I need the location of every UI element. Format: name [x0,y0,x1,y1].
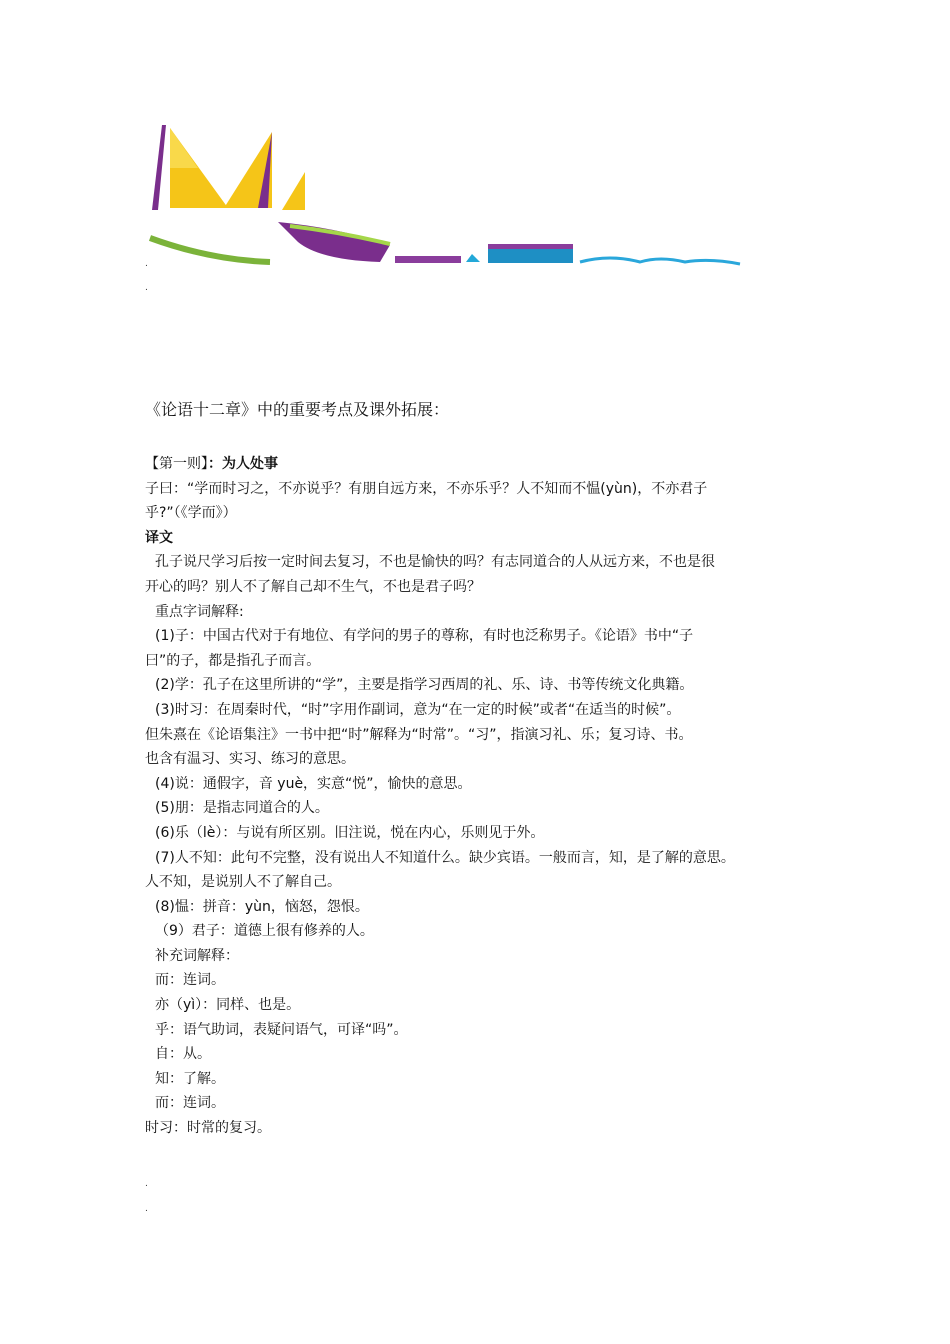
translation-line: 开心的吗？别人不了解自己却不生气，不也是君子吗？ [145,578,481,595]
key-word-item: （9）君子：道德上很有修养的人。 [155,923,374,940]
translation-label: 译文 [145,529,173,546]
supplement-item: 亦（yì）：同样、也是。 [155,997,301,1014]
key-word-item: 曰”的子，都是指孔子而言。 [145,652,321,669]
supplement-item: 而：连词。 [155,972,225,989]
quote-line: 乎?”（《学而》） [145,505,237,522]
key-word-item: (5)朋：是指志同道合的人。 [155,800,329,817]
key-word-item: (1)子：中国古代对于有地位、有学问的男子的尊称，有时也泛称男子。《论语》书中“子 [155,628,694,645]
section-title [145,452,815,477]
page-title: 《论语十二章》中的重要考点及课外拓展： [145,400,450,419]
key-word-item: 人不知，是说别人不了解自己。 [145,874,341,891]
quote-line: 子曰：“学而时习之，不亦说乎？有朋自远方来，不亦乐乎？人不知而不愠(yùn)，不亦君子 [145,480,708,497]
page-dot: . [145,283,148,293]
key-word-item: 但朱熹在《论语集注》一书中把“时”解释为“时常”。“习”，指演习礼、乐；复习诗、书。 [145,726,693,743]
closing-line: 时习：时常的复习。 [145,1120,271,1137]
page-dot: . [145,1179,148,1189]
key-word-item: (8)愠：拼音：yùn，恼怒，怨恨。 [155,898,369,915]
key-word-item: (3)时习：在周秦时代，“时”字用作副词，意为“在一定的时候”或者“在适当的时候”。 [155,701,681,718]
section-title-main: ：为人处事 [208,456,278,472]
page-dot: . [145,1204,148,1214]
supplement-item: 而：连词。 [155,1095,225,1112]
key-words-label: 重点字词解释: [155,603,244,620]
page-dot: . [145,259,148,269]
key-word-item: (6)乐（lè）：与说有所区别。旧注说，悦在内心，乐则见于外。 [155,824,545,841]
document-body [145,398,815,1141]
key-word-item: 也含有温习、实习、练习的意思。 [145,751,355,768]
key-word-item: (2)学：孔子在这里所讲的“学”，主要是指学习西周的礼、乐、诗、书等传统文化典籍。 [155,677,694,694]
supplement-item: 知：了解。 [155,1070,225,1087]
key-word-item: (7)人不知：此句不完整，没有说出人不知道什么。缺少宾语。一般而言，知，是了解的意思。 [155,849,735,866]
supplement-label: 补充词解释： [155,947,239,964]
supplement-item: 自：从。 [155,1046,211,1063]
translation-line: 孔子说尺学习后按一定时间去复习，不也是愉快的吗？有志同道合的人从远方来，不也是很 [155,554,715,571]
key-word-item: (4)说：通假字，音 yuè，实意“悦”，愉快的意思。 [155,775,472,792]
supplement-item: 乎：语气助词，表疑问语气，可译“吗”。 [155,1021,408,1038]
section-title-prefix: 【第一则】 [145,456,208,472]
sailboat-banner-image [140,120,760,270]
